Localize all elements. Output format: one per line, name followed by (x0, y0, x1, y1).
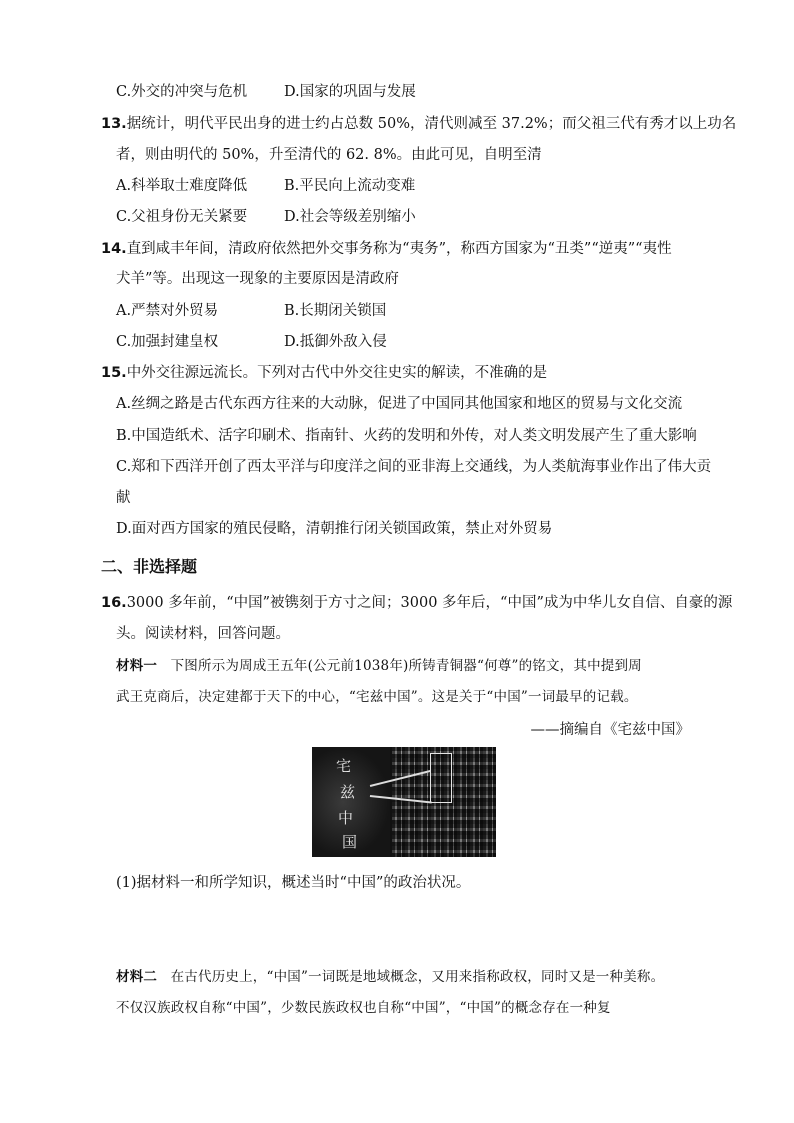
glyph-4: 国 (342, 833, 358, 851)
q15-stem (101, 363, 794, 383)
q14-stem-line1 (101, 239, 794, 259)
q13-text-1: 据统计，明代平民出身的进士约占总数 50%，清代则减至 37.2%；而父祖三代有秀才以上功名 (126, 116, 737, 132)
q15-option-b: B.中国造纸术、活字印刷术、指南针、火药的发明和外传，对人类文明发展产生了重大影响 (116, 428, 697, 444)
q15-number: 15. (101, 365, 127, 381)
q16-subquestion-1: (1)据材料一和所学知识，概述当时“中国”的政治状况。 (116, 875, 471, 891)
highlight-box (430, 753, 452, 803)
q13-options-cd (116, 207, 794, 227)
material2-line2: 不仅汉族政权自称“中国”，少数民族政权也自称“中国”，“中国”的概念存在一种复 (116, 1000, 611, 1016)
material1-text-1: 下图所示为周成王五年(公元前1038年)所铸青铜器“何尊”的铭文，其中提到周 (170, 658, 642, 674)
q12-option-d: D.国家的巩固与发展 (284, 84, 416, 100)
q14-option-b: B.长期闭关锁国 (284, 303, 387, 319)
q13-option-a: A.科举取士难度降低 (116, 178, 248, 194)
q15-option-c-line1: C.郑和下西洋开创了西太平洋与印度洋之间的亚非海上交通线，为人类航海事业作出了伟大贡 (116, 459, 712, 475)
q14-text-1: 直到咸丰年间，清政府依然把外交事务称为“夷务”，称西方国家为“丑类”“逆夷”“夷性 (126, 241, 672, 257)
q14-number: 14. (101, 241, 127, 257)
material2-line1 (116, 967, 794, 987)
q12-options-cd (116, 82, 794, 102)
material2-text-1: 在古代历史上，“中国”一词既是地域概念，又用来指称政权，同时又是一种美称。 (170, 969, 665, 985)
q15-text-1: 中外交往源远流长。下列对古代中外交往史实的解读，不准确的是 (126, 365, 548, 381)
material1-source: ——摘编自《宅兹中国》 (530, 722, 690, 738)
glyph-1: 宅 (336, 757, 352, 775)
q16-stem-line1 (101, 593, 794, 613)
q13-option-b: B.平民向上流动变难 (284, 178, 416, 194)
material1-line1 (116, 656, 794, 676)
q13-stem-line1 (101, 114, 794, 134)
q15-option-c-line2: 献 (116, 490, 131, 506)
inscription-image (312, 747, 496, 857)
material1-line2: 武王克商后，决定建都于天下的中心，“宅兹中国”。这是关于“中国”一词最早的记载。 (116, 689, 638, 705)
material2-label: 材料二 (116, 969, 158, 985)
q13-number: 13. (101, 116, 127, 132)
q14-stem-line2: 犬羊”等。出现这一现象的主要原因是清政府 (116, 271, 399, 287)
material1-label: 材料一 (116, 658, 158, 674)
q16-number: 16. (101, 595, 127, 611)
q13-option-d: D.社会等级差别缩小 (284, 209, 416, 225)
q16-text-1: 3000 多年前，“中国”被镌刻于方寸之间；3000 多年后，“中国”成为中华儿女自信、自豪的源 (126, 595, 733, 611)
q15-option-a: A.丝绸之路是古代东西方往来的大动脉，促进了中国同其他国家和地区的贸易与文化交流 (116, 396, 683, 412)
q14-option-d: D.抵御外敌入侵 (284, 334, 387, 350)
q14-options-ab (116, 301, 794, 321)
q14-options-cd (116, 332, 794, 352)
q13-option-c: C.父祖身份无关紧要 (116, 209, 248, 225)
inscription-closeup (312, 747, 390, 857)
q13-stem-line2: 者，则由明代的 50%，升至清代的 62. 8%。由此可见，自明至清 (116, 147, 542, 163)
q15-option-d: D.面对西方国家的殖民侵略，清朝推行闭关锁国政策，禁止对外贸易 (116, 521, 553, 537)
glyph-3: 中 (338, 809, 354, 827)
q12-option-c: C.外交的冲突与危机 (116, 84, 248, 100)
q14-option-a: A.严禁对外贸易 (116, 303, 219, 319)
q13-options-ab (116, 176, 794, 196)
q14-option-c: C.加强封建皇权 (116, 334, 219, 350)
q16-stem-line2: 头。阅读材料，回答问题。 (116, 626, 290, 642)
glyph-2: 兹 (340, 783, 356, 801)
section-heading: 二、非选择题 (101, 557, 198, 576)
